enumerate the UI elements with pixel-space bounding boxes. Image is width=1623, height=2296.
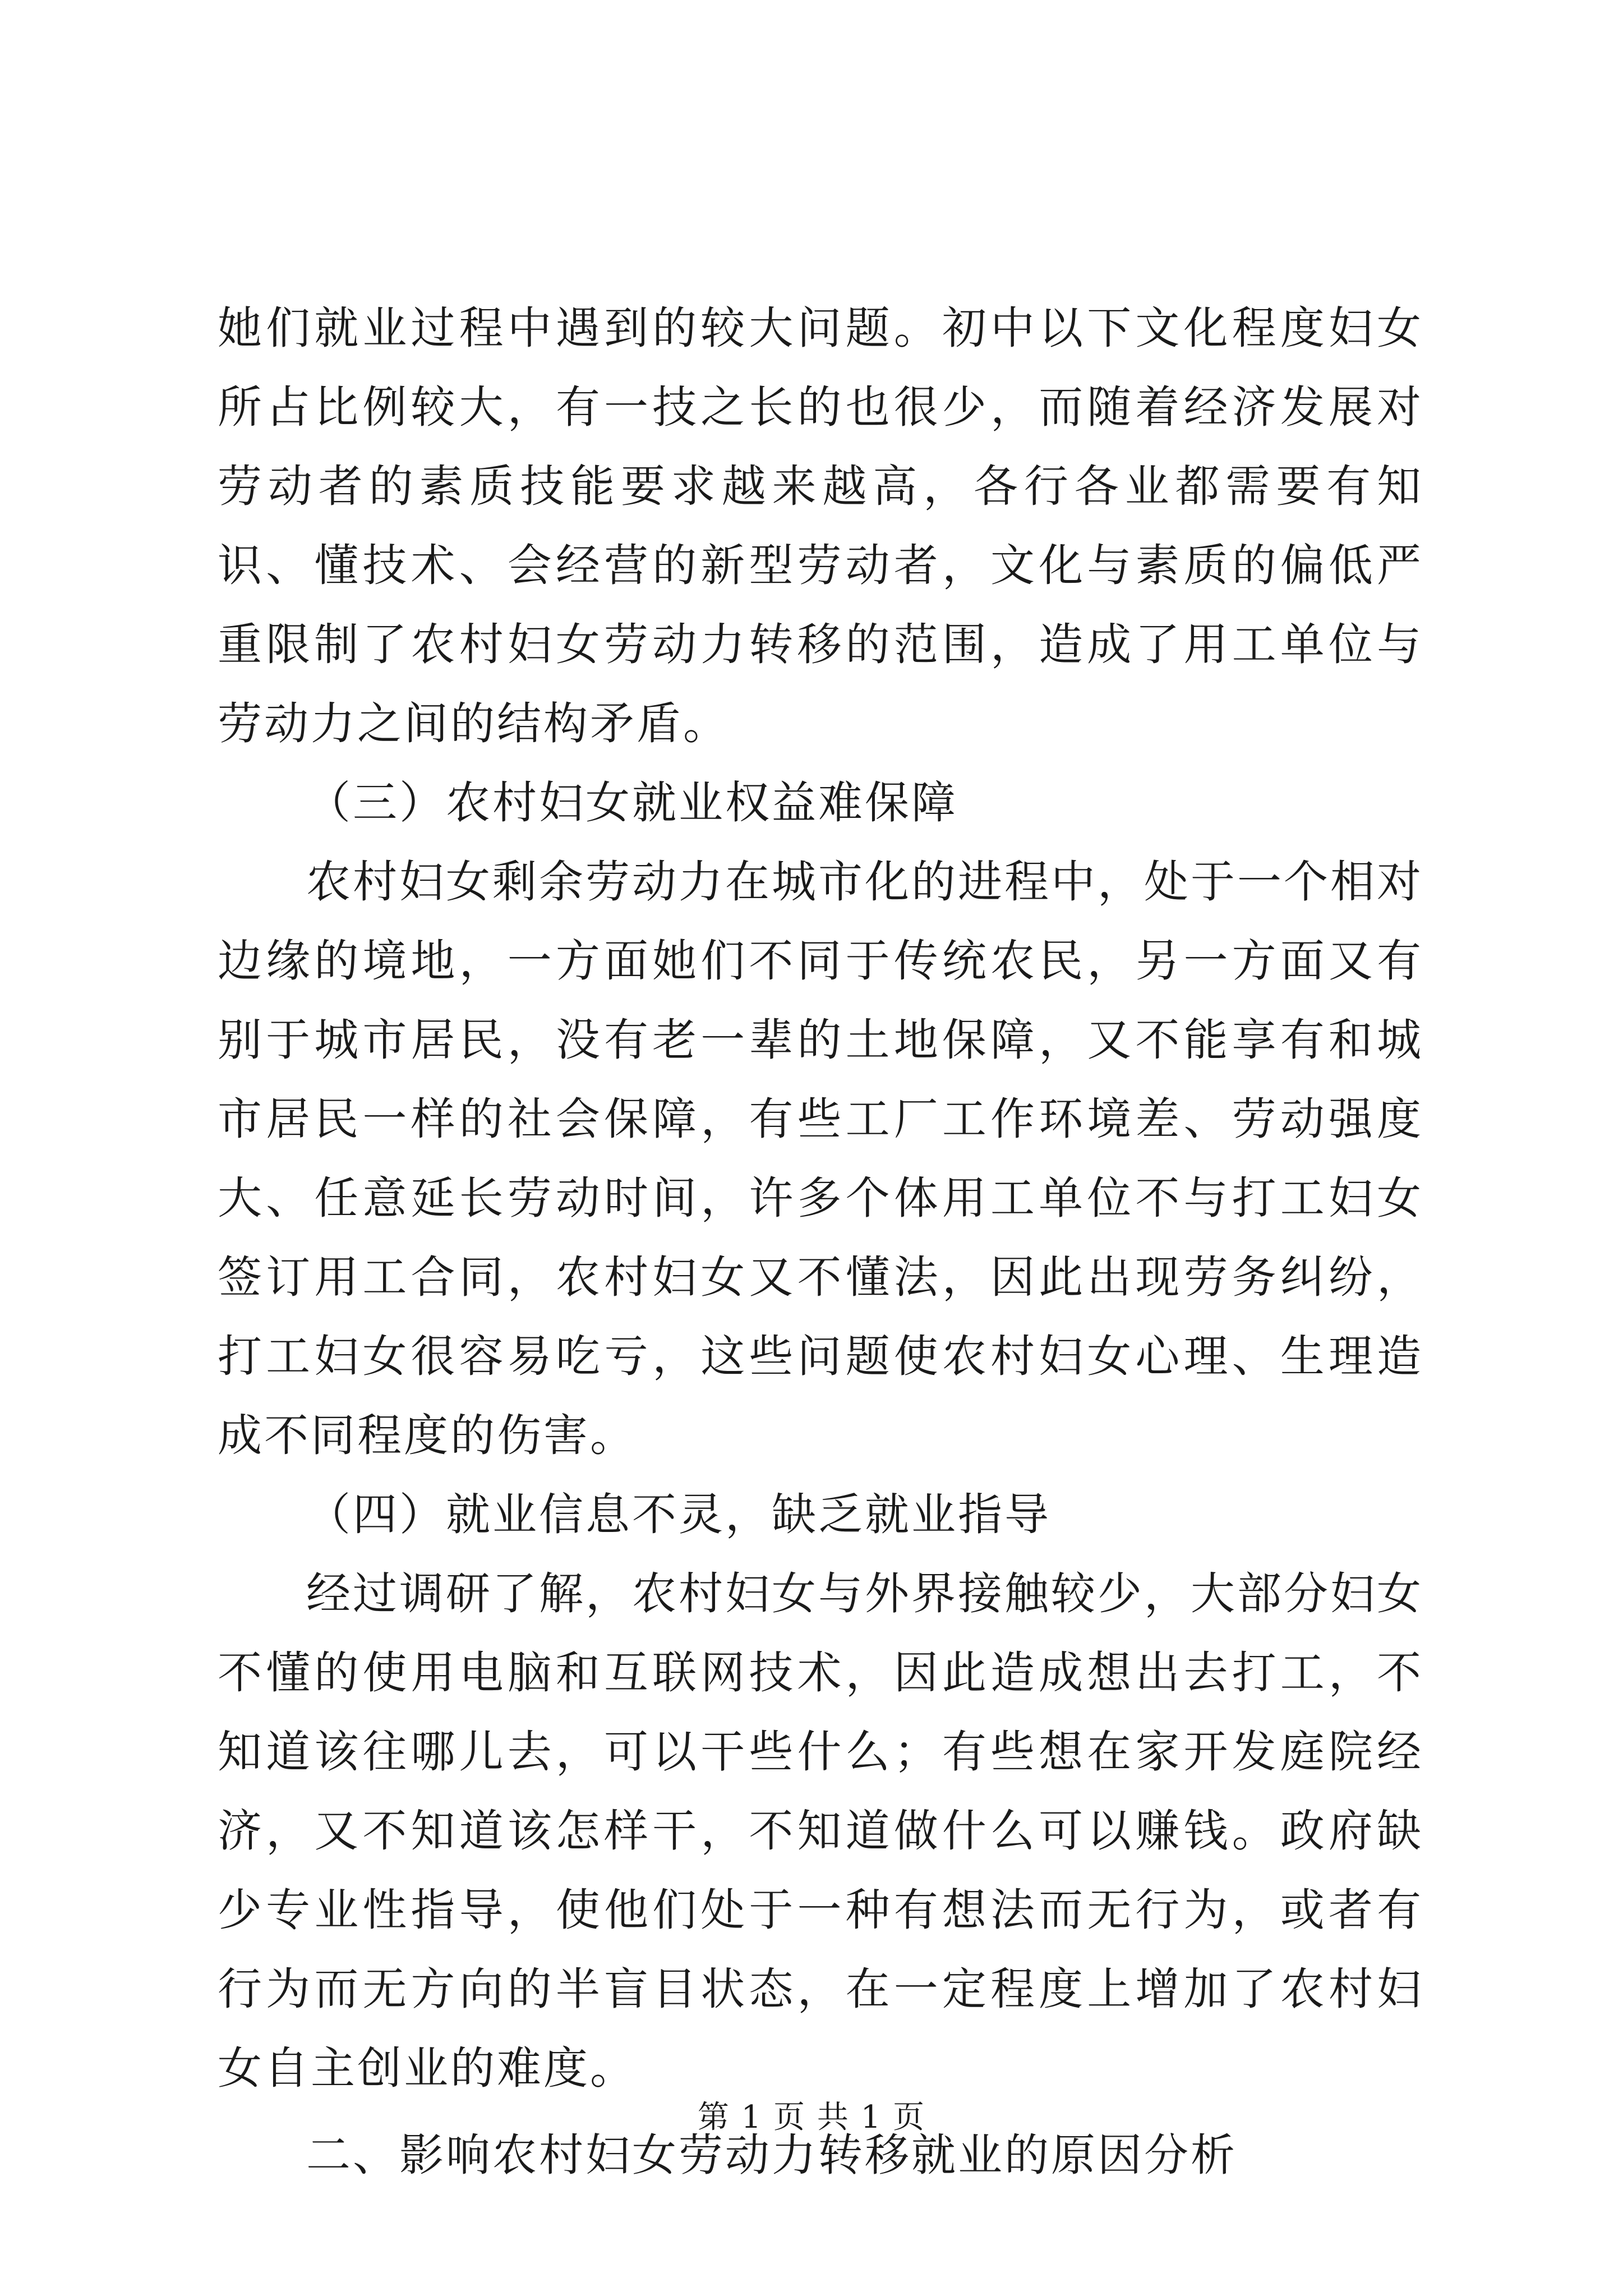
page-number-label: 第 1 页 共 1 页 xyxy=(697,2099,926,2136)
section-heading-3: （三）农村妇女就业权益难保障 xyxy=(306,777,958,829)
paragraph-rights: 农村妇女剩余劳动力在城市化的进程中，处于一个相对边缘的境地，一方面她们不同于传统农民，另一方面又有别于城市居民，没有老一辈的土地保障，又不能享有和城市居民一样的社会保障，有些工厂工作环境差、劳动强度大、任意延长劳动时间，许多个体用工单位不与打工妇女签订用工合同，农村妇女又不懂法，因此出现劳务纠纷，打工妇女很容易吃亏，这些问题使农村妇女心理、生理造成不同程度的伤害。 xyxy=(218,856,1423,1461)
document-body xyxy=(218,289,1423,2195)
paragraph-continuation: 她们就业过程中遇到的较大问题。初中以下文化程度妇女所占比例较大，有一技之长的也很少，而随着经济发展对劳动者的素质技能要求越来越高，各行各业都需要有知识、懂技术、会经营的新型劳动者，文化与素质的偏低严重限制了农村妇女劳动力转移的范围，造成了用工单位与劳动力之间的结构矛盾。 xyxy=(218,302,1423,749)
section-heading-4: （四）就业信息不灵，缺乏就业指导 xyxy=(306,1489,1051,1540)
page-footer xyxy=(0,2098,1623,2137)
section-heading-2: 二、影响农村妇女劳动力转移就业的原因分析 xyxy=(306,2129,1237,2181)
paragraph-information: 经过调研了解，农村妇女与外界接触较少，大部分妇女不懂的使用电脑和互联网技术，因此造成想出去打工，不知道该往哪儿去，可以干些什么；有些想在家开发庭院经济，又不知道该怎样干，不知道做什么可以赚钱。政府缺少专业性指导，使他们处于一种有想法而无行为，或者有行为而无方向的半盲目状态，在一定程度上增加了农村妇女自主创业的难度。 xyxy=(218,1568,1423,2094)
